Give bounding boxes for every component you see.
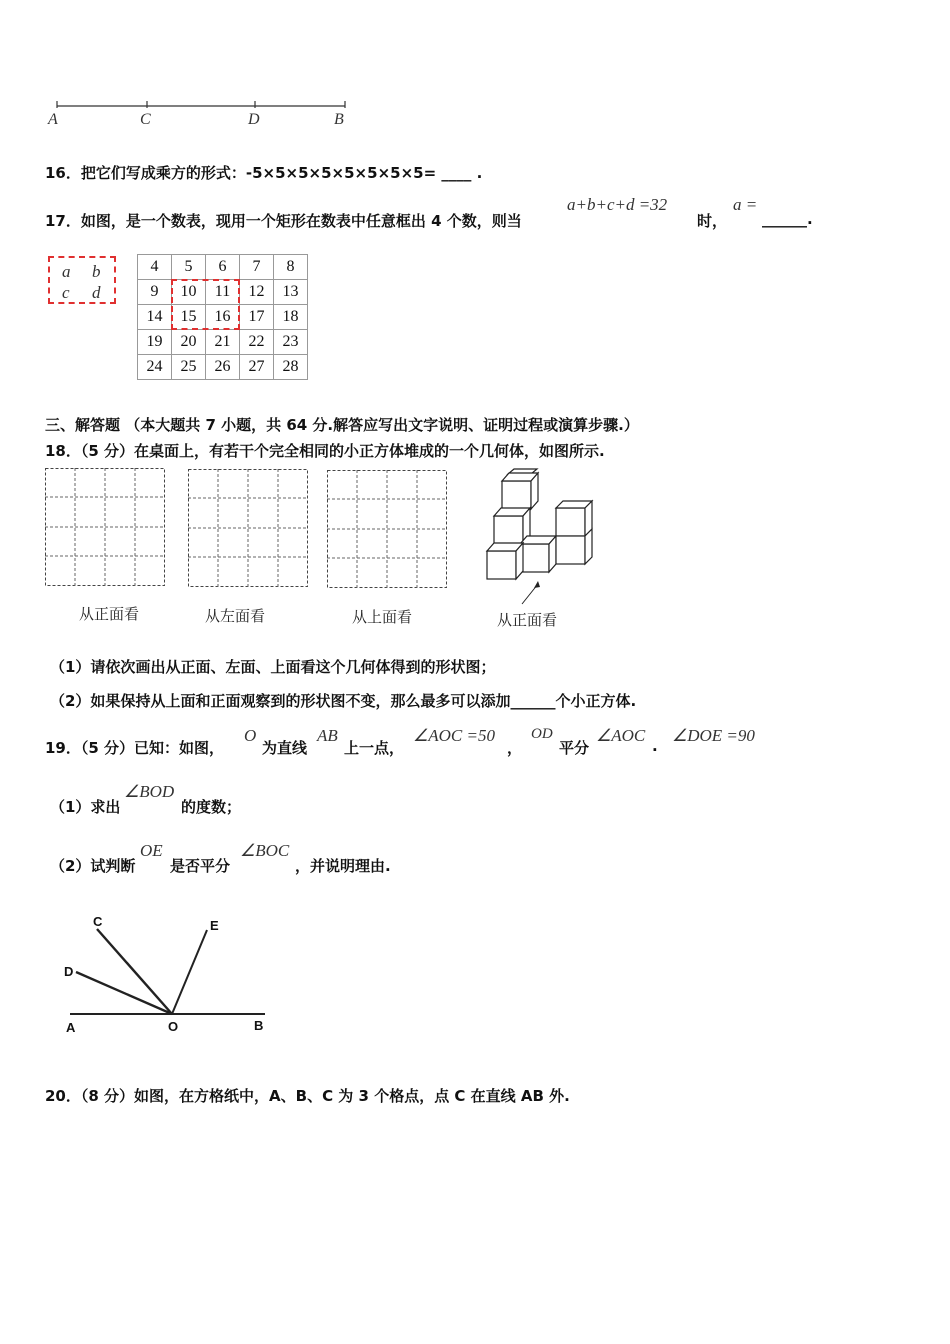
fig-label-a: A xyxy=(66,1020,76,1035)
table-row xyxy=(138,330,308,355)
letter-b: b xyxy=(92,262,101,281)
q18-sub-1: （1）请依次画出从正面、左面、上面看这个几何体得到的形状图； xyxy=(50,658,496,676)
fig-label-o: O xyxy=(168,1019,179,1034)
table-cell: 10 xyxy=(172,280,206,305)
fig-label-e: E xyxy=(210,918,219,933)
q19-angle-aoc-2: ∠AOC xyxy=(596,726,646,745)
table-cell: 18 xyxy=(274,305,308,330)
q18-sub-2: （2）如果保持从上面和正面观察到的形状图不变，那么最多可以添加______个小正方体. xyxy=(50,692,637,710)
q19-angle-doe: ∠DOE =90 xyxy=(672,726,755,745)
q19-oe: OE xyxy=(140,841,163,860)
table-cell: 12 xyxy=(240,280,274,305)
letter-a: a xyxy=(62,262,71,281)
table-cell: 26 xyxy=(206,355,240,380)
table-cell: 15 xyxy=(172,305,206,330)
q17-equation: a+b+c+d =32 xyxy=(567,195,668,214)
fig-label-b: B xyxy=(254,1018,264,1033)
q17-equation-2: a = xyxy=(733,195,758,214)
table-cell: 5 xyxy=(172,255,206,280)
q19-sub-2-b: 是否平分 xyxy=(170,857,231,875)
q19-angle-bod: ∠BOD xyxy=(124,782,175,801)
point-d-label: D xyxy=(248,111,260,128)
table-cell: 11 xyxy=(206,280,240,305)
letter-c: c xyxy=(62,283,70,302)
caption-front-arrow: 从正面看 xyxy=(497,611,558,629)
fig-label-d: D xyxy=(64,964,74,979)
q19-text-d: 平分 xyxy=(559,739,590,757)
table-cell: 17 xyxy=(240,305,274,330)
abcd-box xyxy=(48,256,116,304)
table-cell: 23 xyxy=(274,330,308,355)
table-cell: 28 xyxy=(274,355,308,380)
table-row xyxy=(138,255,308,280)
table-cell: 19 xyxy=(138,330,172,355)
q19-point-o: O xyxy=(244,726,257,745)
q19-text-b: 为直线 xyxy=(262,739,308,757)
table-cell: 24 xyxy=(138,355,172,380)
front-view-grid xyxy=(45,468,165,586)
point-c-label: C xyxy=(140,111,151,128)
question-17: 17．如图，是一个数表，现用一个矩形在数表中任意框出 4 个数，则当 xyxy=(45,212,522,230)
table-cell: 9 xyxy=(138,280,172,305)
q19-text-a: 19．（5 分）已知：如图， xyxy=(45,739,225,757)
table-cell: 27 xyxy=(240,355,274,380)
point-b-label: B xyxy=(334,111,344,128)
q19-comma: ， xyxy=(507,739,523,757)
cube-stack-figure xyxy=(482,468,597,608)
table-cell: 7 xyxy=(240,255,274,280)
caption-top-view: 从上面看 xyxy=(352,608,413,626)
table-cell: 8 xyxy=(274,255,308,280)
point-a-label: A xyxy=(48,111,58,128)
caption-left-view: 从左面看 xyxy=(205,607,266,625)
caption-front-view: 从正面看 xyxy=(79,605,140,623)
table-cell: 13 xyxy=(274,280,308,305)
q19-text-c: 上一点， xyxy=(344,739,405,757)
question-16: 16．把它们写成乘方的形式：-5×5×5×5×5×5×5×5= ____ . xyxy=(45,164,483,182)
q19-sub-2-a: （2）试判断 xyxy=(50,857,136,875)
q19-line-ab: AB xyxy=(317,726,338,745)
segment-figure xyxy=(45,95,365,135)
letter-d: d xyxy=(92,283,101,302)
question-18: 18．（5 分）在桌面上，有若干个完全相同的小正方体堆成的一个几何体，如图所示. xyxy=(45,442,605,460)
q19-sub-1-a: （1）求出 xyxy=(50,798,121,816)
table-cell: 21 xyxy=(206,330,240,355)
table-cell: 20 xyxy=(172,330,206,355)
table-row xyxy=(138,355,308,380)
q17-blank: ______. xyxy=(762,210,813,228)
q19-period: . xyxy=(652,737,658,755)
q19-angle-boc: ∠BOC xyxy=(240,841,290,860)
top-view-grid xyxy=(327,470,447,588)
table-cell: 14 xyxy=(138,305,172,330)
fig-label-c: C xyxy=(93,914,103,929)
q19-sub-1-b: 的度数； xyxy=(181,798,242,816)
q19-angle-aoc: ∠AOC =50 xyxy=(413,726,495,745)
selection-rectangle xyxy=(171,279,240,330)
table-cell: 25 xyxy=(172,355,206,380)
table-cell: 6 xyxy=(206,255,240,280)
section-3-title: 三、解答题 （本大题共 7 小题，共 64 分.解答应写出文字说明、证明过程或演算步骤.） xyxy=(45,416,639,434)
question-20: 20．（8 分）如图，在方格纸中，A、B、C 为 3 个格点，点 C 在直线 AB 外. xyxy=(45,1087,570,1105)
q19-od: OD xyxy=(531,726,553,742)
q17-mid-text: 时， xyxy=(697,212,728,230)
table-cell: 16 xyxy=(206,305,240,330)
left-view-grid xyxy=(188,469,308,587)
table-cell: 22 xyxy=(240,330,274,355)
table-cell: 4 xyxy=(138,255,172,280)
q19-sub-2-c: ，并说明理由. xyxy=(295,857,391,875)
